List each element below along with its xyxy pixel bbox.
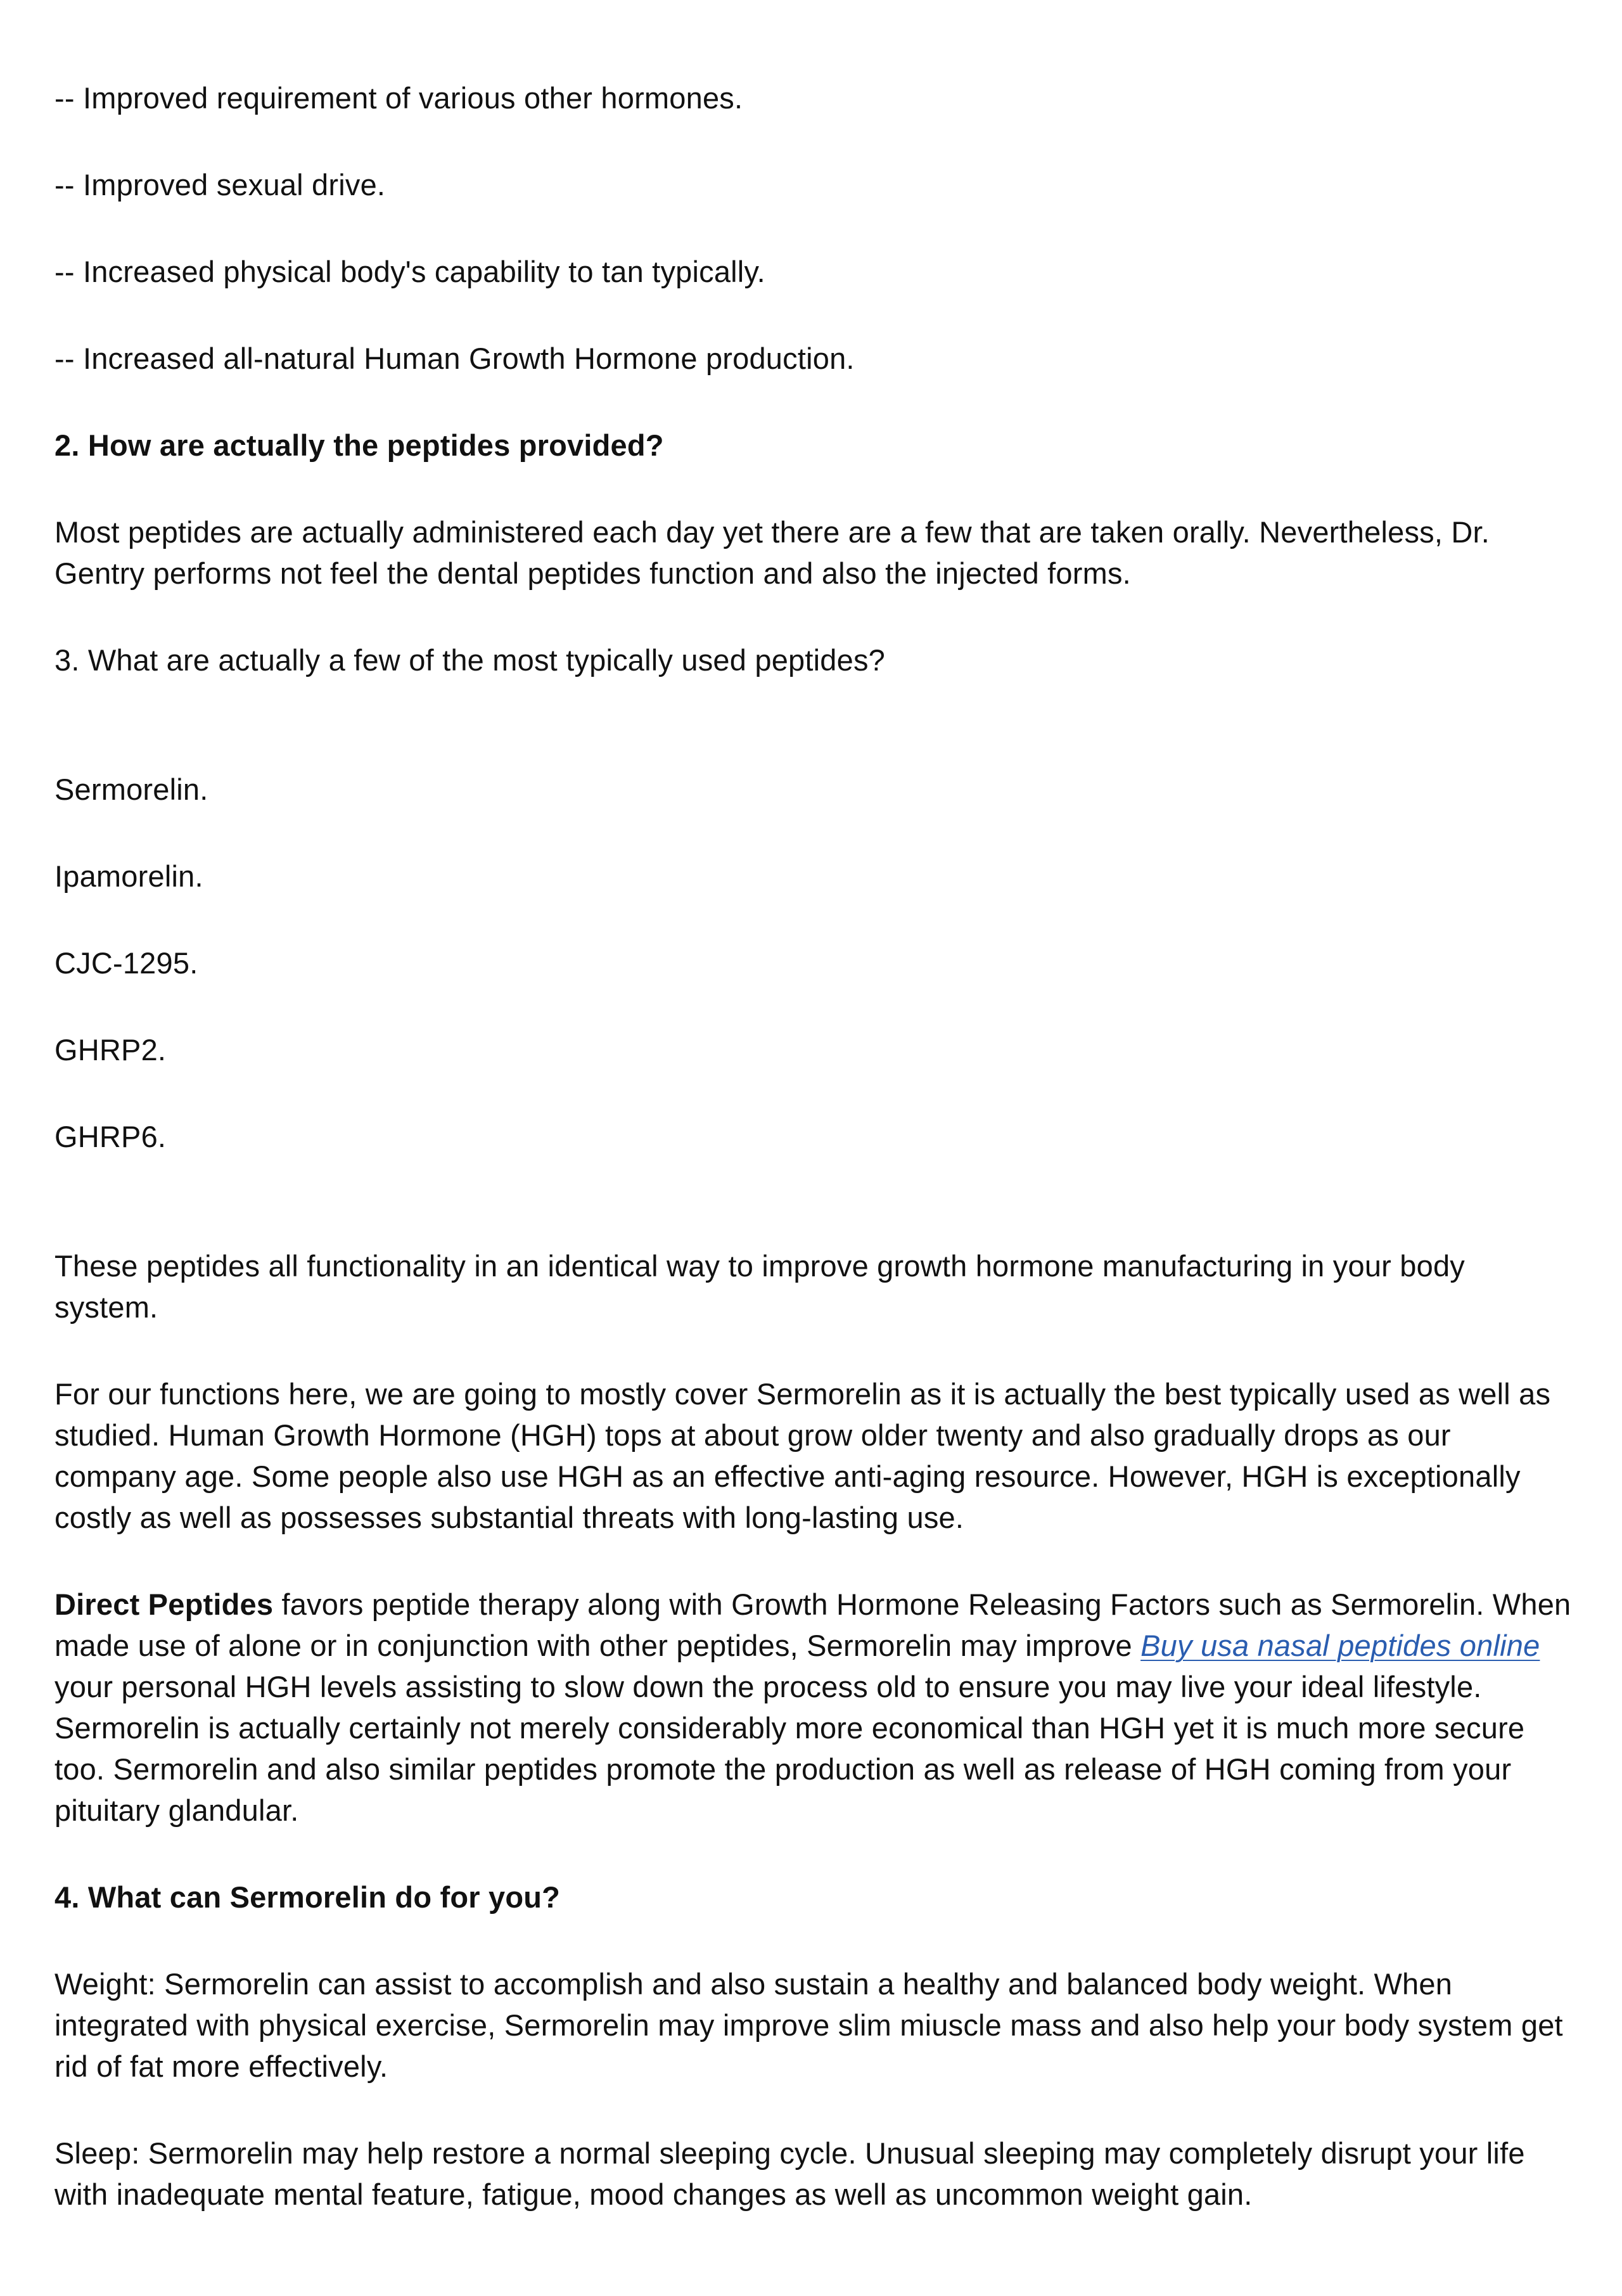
paragraph-peptides-summary: These peptides all functionality in an identical way to improve growth hormone manufacturing in your body system. bbox=[54, 1249, 1465, 1324]
benefit-item: -- Increased physical body's capability to tan typically. bbox=[54, 255, 765, 288]
direct-text-before-link: favors peptide therapy along with Growth Hormone Releasing Factors such as Sermorelin. When made use of alone or in conjunction with other peptides, Sermorelin may improve bbox=[54, 1587, 1571, 1662]
paragraph-hgh: For our functions here, we are going to mostly cover Sermorelin as it is actually the best typically used as well as studied. Human Growth Hormone (HGH) tops at about grow older twenty and also gradually drops as our company age. Some people also use HGH as an effective anti-aging resource. However, HGH is exceptionally costly as well as possesses substantial threats with long-lasting use. bbox=[54, 1377, 1551, 1534]
paragraph-q2-answer: Most peptides are actually administered each day yet there are a few that are taken orally. Nevertheless, Dr. Gentry performs not feel the dental peptides function and also the injected forms. bbox=[54, 515, 1490, 590]
peptide-list-item: GHRP6. bbox=[54, 1120, 167, 1153]
benefit-item: -- Improved requirement of various other hormones. bbox=[54, 81, 743, 115]
section-heading-q2: 2. How are actually the peptides provided? bbox=[54, 428, 664, 462]
paragraph-direct-peptides bbox=[54, 1584, 1575, 1831]
peptide-list-item: Sermorelin. bbox=[54, 773, 208, 806]
peptide-list-item: CJC-1295. bbox=[54, 946, 198, 980]
section-heading-q4: 4. What can Sermorelin do for you? bbox=[54, 1880, 561, 1914]
paragraph-weight: Weight: Sermorelin can assist to accomplish and also sustain a healthy and balanced body weight. When integrated with physical exercise, Sermorelin may improve slim miuscle mass and also help your body system get rid of fat more effectively. bbox=[54, 1967, 1563, 2083]
peptide-list-item: GHRP2. bbox=[54, 1033, 167, 1067]
article-body bbox=[54, 77, 1575, 2215]
direct-text-after-link: your personal HGH levels assisting to slow down the process old to ensure you may live your ideal lifestyle. Sermorelin is actually certainly not merely considerably more economical than HGH yet it is much more secure too. Sermorelin and also similar peptides promote the production as well as release of HGH coming from your pituitary glandular. bbox=[54, 1670, 1525, 1827]
benefit-item: -- Increased all-natural Human Growth Hormone production. bbox=[54, 342, 855, 375]
benefit-item: -- Improved sexual drive. bbox=[54, 168, 386, 202]
section-heading-q3: 3. What are actually a few of the most typically used peptides? bbox=[54, 643, 885, 677]
buy-peptides-link[interactable]: Buy usa nasal peptides online bbox=[1140, 1629, 1540, 1662]
brand-name: Direct Peptides bbox=[54, 1587, 274, 1621]
peptide-list-item: Ipamorelin. bbox=[54, 859, 203, 893]
paragraph-sleep: Sleep: Sermorelin may help restore a normal sleeping cycle. Unusual sleeping may completely disrupt your life with inadequate mental feature, fatigue, mood changes as well as uncommon weight gain. bbox=[54, 2136, 1525, 2211]
